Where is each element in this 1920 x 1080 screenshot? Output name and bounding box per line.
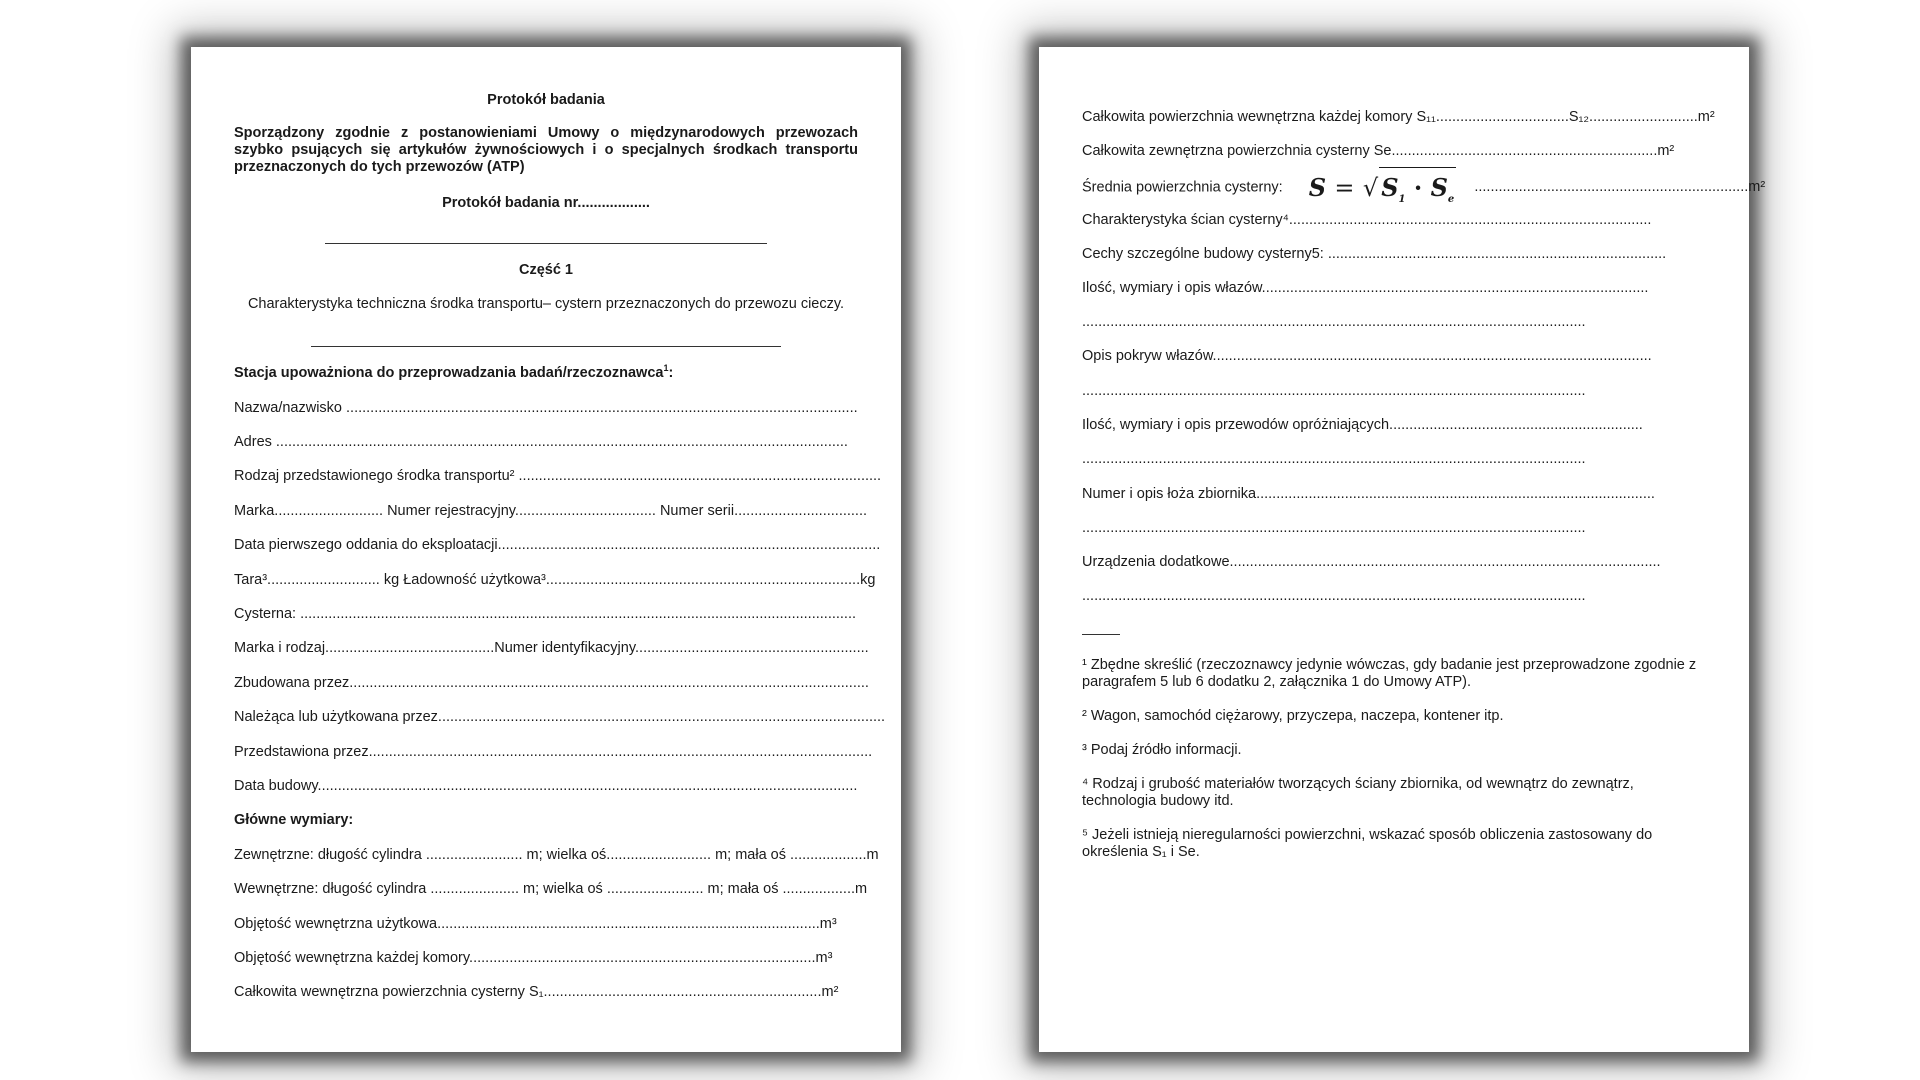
footnote-4: ⁴ Rodzaj i grubość materiałów tworzących ściany zbiornika, od wewnątrz do zewnątrz, technologia budowy itd. xyxy=(1082,776,1634,809)
station-heading: Stacja upoważniona do przeprowadzania badań/rzeczoznawca$^1$: xyxy=(234,363,674,381)
field-external-dimensions[interactable]: Zewnętrzne: długość cylindra ........................ m; wielka oś.......................... m; mała oś ...................m xyxy=(234,847,879,863)
document-title: Protokół badania xyxy=(487,92,605,108)
field-additional-equipment-cont[interactable]: ............................................................................................................................. xyxy=(1082,588,1586,604)
document-page-right xyxy=(1039,47,1766,1052)
mean-surface-dots: ....................................................................m² xyxy=(1474,179,1766,196)
document-intro: Sporządzony zgodnie z postanowieniami Umowy o międzynarodowych przewozach szybko psujących się artykułów żywnościowych i o specjalnych środkach transportu przeznaczonych do tych przewozów (ATP) xyxy=(234,125,858,175)
field-presented-by[interactable]: Przedstawiona przez............................................................................................................................. xyxy=(234,744,873,760)
field-tank-bed[interactable]: Numer i opis łoża zbiornika................................................................................................... xyxy=(1082,486,1655,502)
field-owned-by[interactable]: Należąca lub użytkowana przez............................................................................................................... xyxy=(234,709,886,725)
field-compartment-volume[interactable]: Objętość wewnętrzna każdej komory......................................................................................m³ xyxy=(234,950,833,966)
field-name[interactable]: Nazwa/nazwisko ............................................................................................................................... xyxy=(234,400,858,416)
protocol-number: Protokół badania nr.................. xyxy=(442,195,650,211)
field-wall-characteristics[interactable]: Charakterystyka ścian cysterny⁴.......................................................................................... xyxy=(1082,212,1652,228)
footnote-divider xyxy=(1082,634,1120,635)
divider xyxy=(311,346,781,347)
field-build-date[interactable]: Data budowy...................................................................................................................................... xyxy=(234,778,858,794)
footnote-1: ¹ Zbędne skreślić (rzeczoznawcy jedynie wówczas, gdy badanie jest przeprowadzone zgodnie z paragrafem 5 lub 6 dodatku 2, załącznika 1 do Umowy ATP). xyxy=(1082,657,1697,690)
document-page-left xyxy=(191,47,901,1052)
field-mean-surface[interactable] xyxy=(1082,167,1766,207)
field-manhole-covers-cont[interactable]: ............................................................................................................................. xyxy=(1082,383,1586,399)
field-built-by[interactable]: Zbudowana przez................................................................................................................................. xyxy=(234,675,869,691)
field-transport-type[interactable]: Rodzaj przedstawionego środka transportu² .......................................................................................... xyxy=(234,468,882,484)
field-discharge-pipes-cont[interactable]: ............................................................................................................................. xyxy=(1082,451,1586,467)
field-internal-dimensions[interactable]: Wewnętrzne: długość cylindra ...................... m; wielka oś ........................ m; mała oś ..................m xyxy=(234,881,868,897)
field-internal-surface[interactable]: Całkowita wewnętrzna powierzchnia cysterny S₁.....................................................................m² xyxy=(234,984,839,1000)
field-make-registration-serial[interactable]: Marka........................... Numer rejestracyjny................................... Numer serii................................. xyxy=(234,503,868,519)
field-manholes[interactable]: Ilość, wymiary i opis włazów................................................................................................ xyxy=(1082,280,1649,296)
field-usable-volume[interactable]: Objętość wewnętrzna użytkowa...............................................................................................m³ xyxy=(234,916,837,932)
field-compartment-surface[interactable]: Całkowita powierzchnia wewnętrzna każdej komory S₁₁.................................S₁₂...........................m² xyxy=(1082,109,1715,125)
field-manholes-cont[interactable]: ............................................................................................................................. xyxy=(1082,314,1586,330)
field-address[interactable]: Adres .............................................................................................................................................. xyxy=(234,434,848,450)
footnote-5: ⁵ Jeżeli istnieją nieregularności powierzchni, wskazać sposób obliczenia zastosowany do określenia S₁ i Se. xyxy=(1082,827,1653,860)
divider xyxy=(325,243,767,244)
part-title: Część 1 xyxy=(518,262,573,278)
field-additional-equipment[interactable]: Urządzenia dodatkowe........................................................................................................... xyxy=(1082,554,1661,570)
field-tank[interactable]: Cysterna: .......................................................................................................................................... xyxy=(234,606,857,622)
field-external-surface[interactable]: Całkowita zewnętrzna powierzchnia cysterny Se..................................................................m² xyxy=(1082,143,1675,159)
footnote-3: ³ Podaj źródło informacji. xyxy=(1082,742,1242,758)
field-tank-bed-cont[interactable]: ............................................................................................................................. xyxy=(1082,520,1586,536)
field-first-operation-date[interactable]: Data pierwszego oddania do eksploatacji............................................................................................... xyxy=(234,537,881,553)
field-discharge-pipes[interactable]: Ilość, wymiary i opis przewodów opróżniających............................................................... xyxy=(1082,417,1643,433)
mean-surface-formula: S = √ $S_1 \cdot S_e$ xyxy=(1309,167,1457,208)
field-special-features[interactable]: Cechy szczególne budowy cysterny5: .................................................................................... xyxy=(1082,246,1667,262)
dimensions-heading: Główne wymiary: xyxy=(234,812,354,828)
footnote-2: ² Wagon, samochód ciężarowy, przyczepa, naczepa, kontener itp. xyxy=(1082,708,1504,724)
field-manhole-covers[interactable]: Opis pokryw włazów............................................................................................................. xyxy=(1082,348,1652,364)
part-subtitle: Charakterystyka techniczna środka transportu– cystern przeznaczonych do przewozu cieczy. xyxy=(247,296,845,312)
field-tare-payload[interactable]: Tara³............................ kg Ładowność użytkowa³..............................................................................kg xyxy=(234,572,876,588)
mean-surface-label: Średnia powierzchnia cysterny: xyxy=(1082,179,1283,196)
field-make-type-id[interactable]: Marka i rodzaj..........................................Numer identyfikacyjny.......................................................... xyxy=(234,640,869,656)
